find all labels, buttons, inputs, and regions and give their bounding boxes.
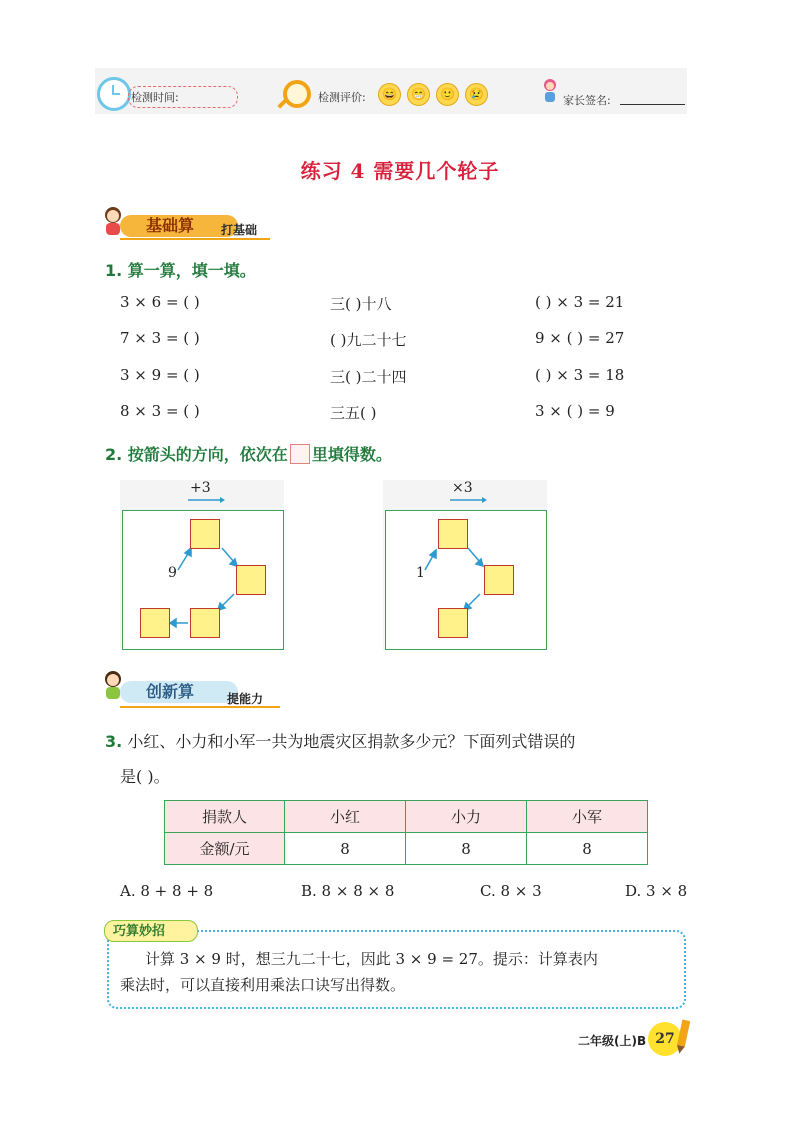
q3-text-line2: 是( )。 [120,767,170,786]
diagram1-answer-box-3[interactable] [190,608,220,638]
tip-text-line2: 乘法时，可以直接利用乘法口诀写出得数。 [120,976,406,994]
section-basic-title: 基础算 [120,215,238,237]
table-header-cell: 小红 [285,801,406,833]
q1-r2-c1: 7 × 3 = ( ) [120,329,200,347]
child-icon [541,78,559,104]
table-header-row [165,801,648,833]
q2-number: 2. [105,445,123,464]
diagram2-start-number: 1 [416,565,425,581]
parent-label: 家长签名: [563,94,611,107]
diagram1-answer-box-1[interactable] [190,519,220,549]
q1-r1-c1: 3 × 6 = ( ) [120,293,200,311]
signature-field[interactable] [620,104,685,105]
q3-line1 [105,729,575,752]
option-d[interactable]: D. 3 × 8 [625,882,688,900]
page-number: 27 [648,1022,682,1056]
diagram2-direction-arrow [448,496,488,504]
grin-face-icon[interactable]: 😁 [407,83,430,106]
tip-text-line1: 计算 3 × 9 时，想三九二十七，因此 3 × 9 = 27。提示：计算表内 [145,950,598,968]
diagram2-answer-box-3[interactable] [438,608,468,638]
neutral-face-icon[interactable]: 🙂 [436,83,459,106]
q1-r1-c3: ( ) × 3 = 21 [535,293,625,311]
table-cell: 8 [527,833,648,865]
q2-text-before: 按箭头的方向，依次在 [127,445,288,464]
diagram1-direction-arrow [186,496,226,504]
table-header-cell: 小军 [527,801,648,833]
q1-r1-c2: 三( )十八 [330,295,392,313]
table-cell: 8 [406,833,527,865]
q1-text: 算一算，填一填。 [127,261,256,280]
q2-heading [105,442,392,465]
option-c[interactable]: C. 8 × 3 [480,882,542,900]
q1-number: 1. [105,261,123,280]
diagram1-answer-box-2[interactable] [236,565,266,595]
q1-heading [105,258,256,281]
option-b[interactable]: B. 8 × 8 × 8 [301,882,395,900]
table-cell: 金额/元 [165,833,285,865]
eval-label: 检测评价: [318,91,366,104]
q1-r2-c3: 9 × ( ) = 27 [535,329,625,347]
q1-r3-c1: 3 × 9 = ( ) [120,366,200,384]
q3-text-line1: 小红、小力和小军一共为地震灾区捐款多少元？下面列式错误的 [127,732,576,751]
diagram1-start-number: 9 [168,565,177,581]
page-title: 练习 4 需要几个轮子 [300,159,500,183]
section-basic-sub: 打基础 [221,223,258,237]
diagram1-answer-box-4[interactable] [140,608,170,638]
clock-icon [97,77,131,111]
q1-r4-c1: 8 × 3 = ( ) [120,402,200,420]
smile-face-icon[interactable]: 😄 [378,83,401,106]
section-innovate-title: 创新算 [120,681,238,703]
cry-face-icon[interactable]: 😢 [465,83,488,106]
diagram2-answer-box-2[interactable] [484,565,514,595]
table-cell: 8 [285,833,406,865]
section-innovate-underline [120,706,280,708]
table-header-cell: 捐款人 [165,801,285,833]
section-innovate-sub: 提能力 [227,692,264,706]
pencil-icon [676,1016,690,1056]
diagram2-operator: ×3 [452,480,473,496]
grade-label: 二年级(上)B [578,1034,647,1048]
table-header-cell: 小力 [406,801,527,833]
answer-box-sample [290,444,310,464]
q2-text-after: 里填得数。 [311,445,392,464]
q1-r4-c3: 3 × ( ) = 9 [535,402,615,420]
option-a[interactable]: A. 8 + 8 + 8 [120,882,214,900]
time-label: 检测时间: [131,91,179,104]
diagram1-operator: +3 [190,480,211,496]
section-basic-underline [120,238,270,240]
q1-r3-c2: 三( )二十四 [330,368,407,386]
q1-r4-c2: 三五( ) [330,404,377,422]
q1-r3-c3: ( ) × 3 = 18 [535,366,625,384]
table-row [165,833,648,865]
diagram2-answer-box-1[interactable] [438,519,468,549]
magnifier-icon [283,80,311,108]
q3-number: 3. [105,732,123,751]
tip-label: 巧算妙招 [104,920,198,942]
q1-r2-c2: ( )九二十七 [330,331,407,349]
donation-table [164,800,648,865]
